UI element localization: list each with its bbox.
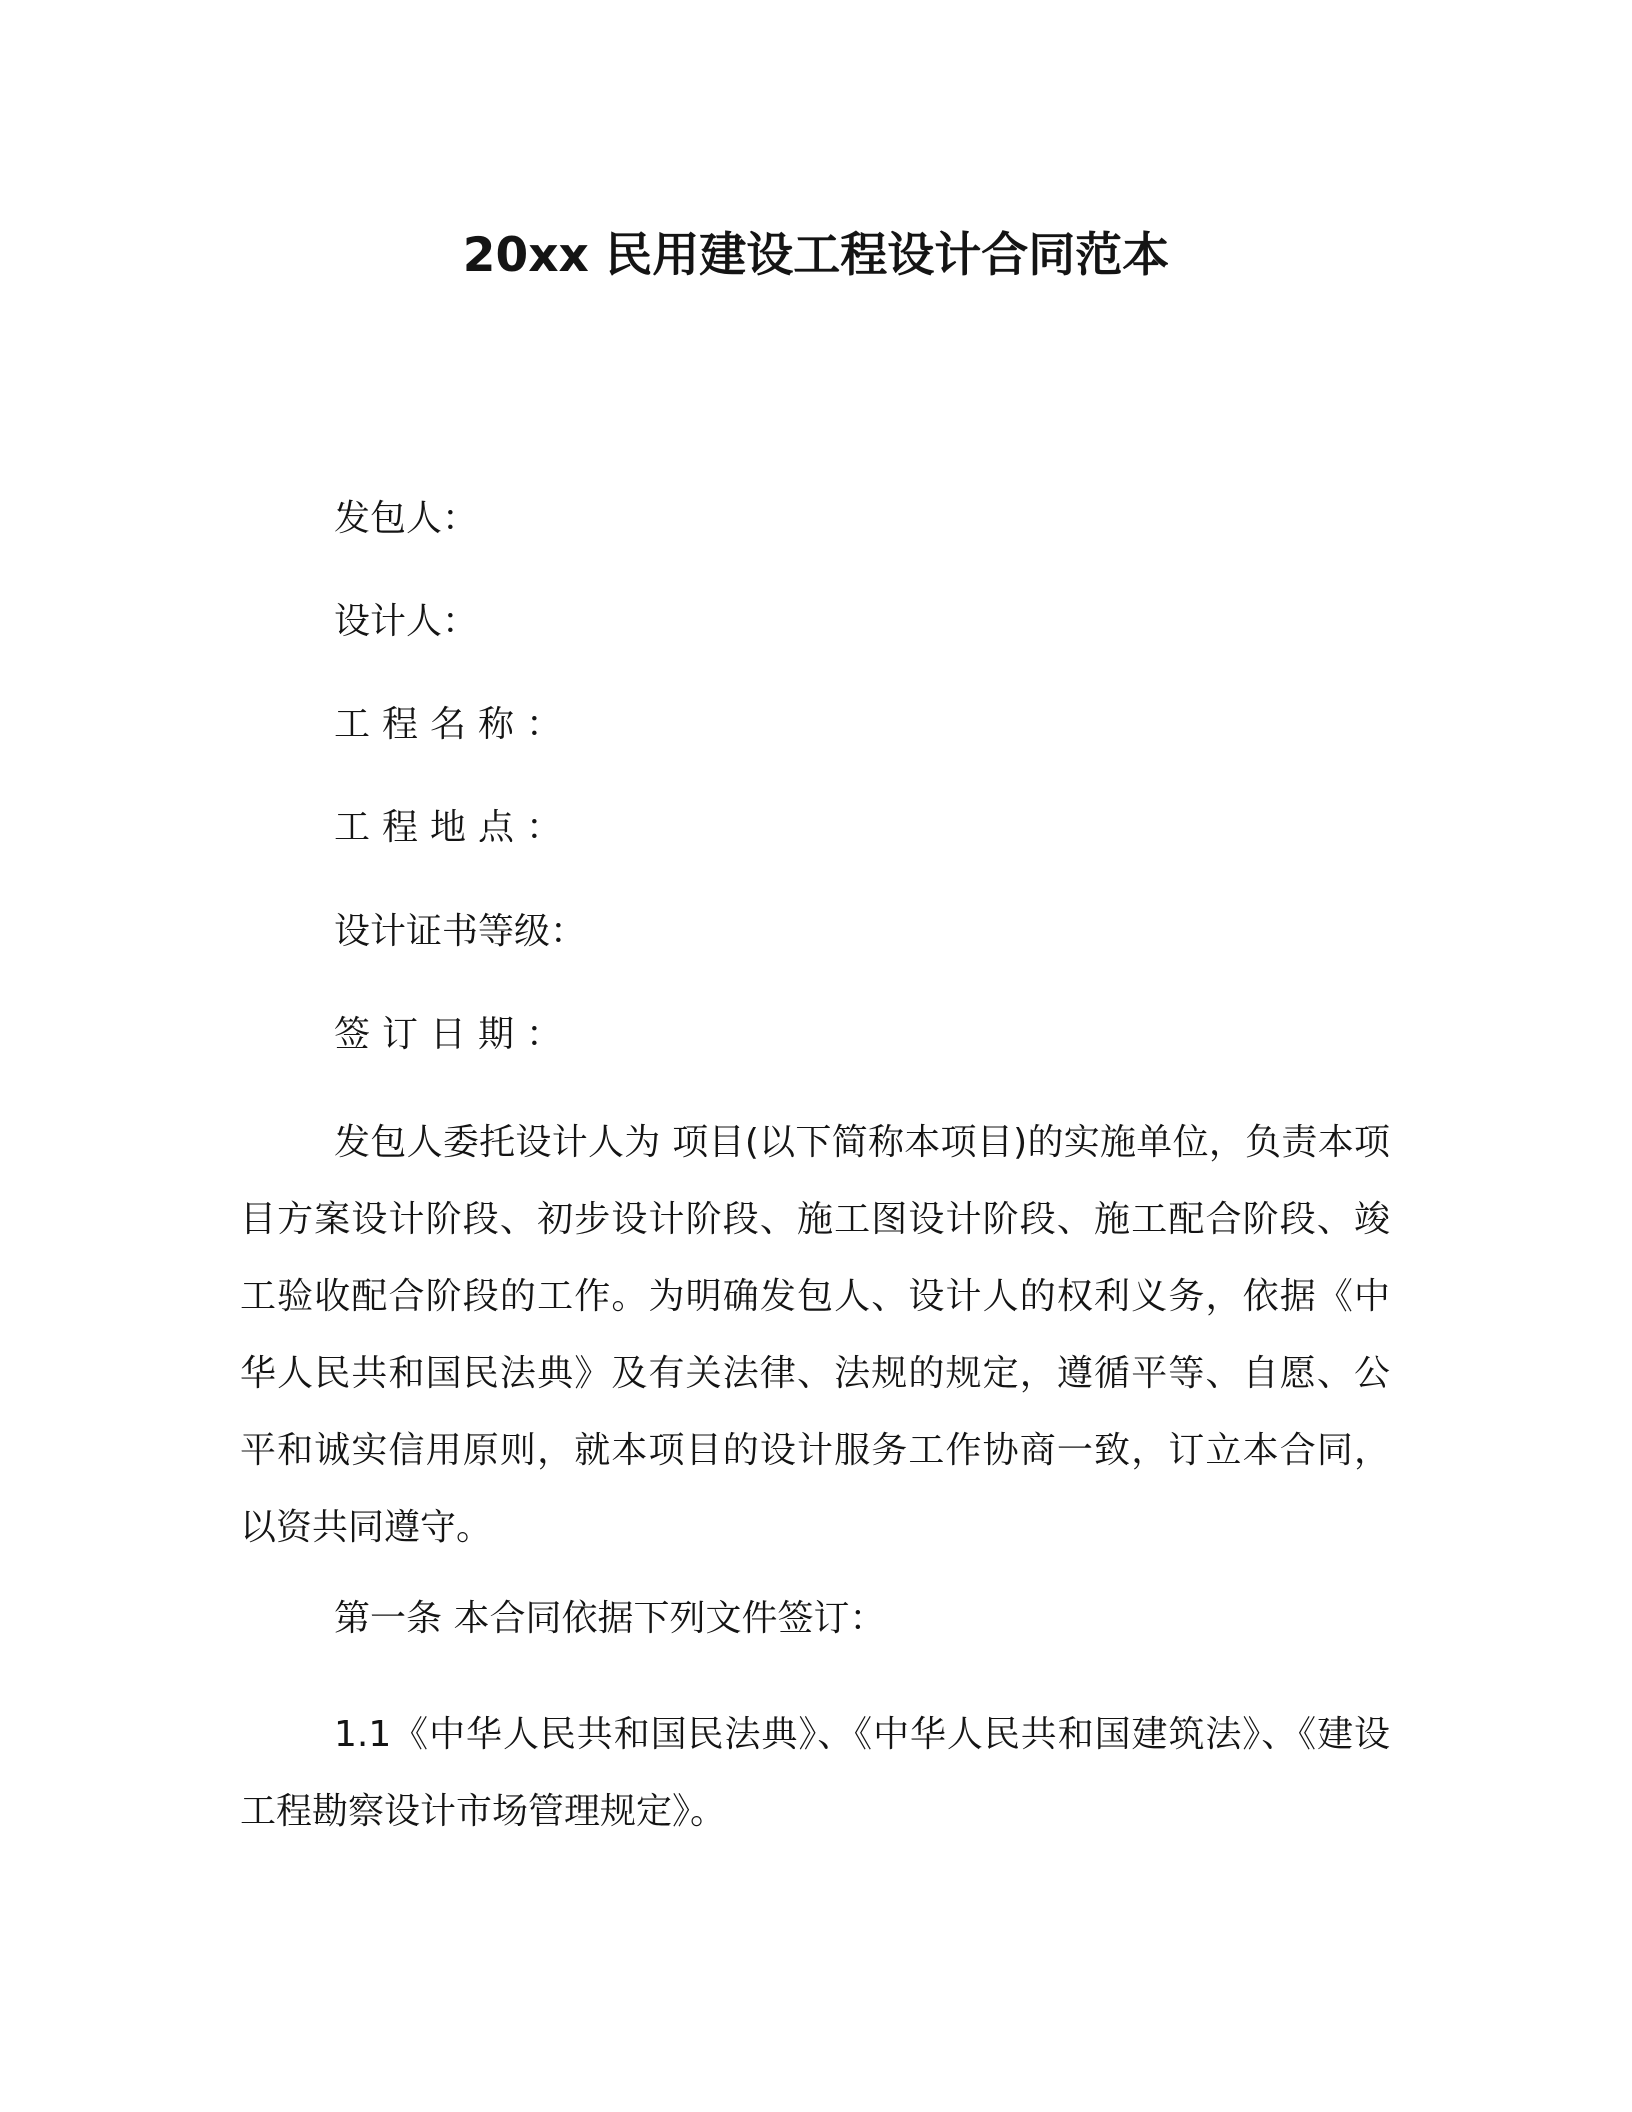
field-project-location: 工程地点： (334, 807, 575, 848)
article-1-item-1-1: 1.1《中华人民共和国民法典》、《中华人民共和国建筑法》、《建设工程勘察设计市场管理规定》。 (240, 1714, 1390, 1832)
field-signing-date: 签订日期： (334, 1014, 575, 1055)
article-1-heading: 第一条 本合同依据下列文件签订： (334, 1598, 886, 1639)
field-designer: 设计人： (334, 601, 479, 642)
intro-paragraph: 发包人委托设计人为 项目(以下简称本项目)的实施单位，负责本项目方案设计阶段、初步设计阶段、施工图设计阶段、施工配合阶段、竣工验收配合阶段的工作。为明确发包人、设计人的权利义务，依据《中华人民共和国民法典》及有关法律、法规的规定，遵循平等、自愿、公平和诚实信用原则，就本项目的设计服务工作协商一致，订立本合同，以资共同遵守。 (240, 1122, 1390, 1548)
field-client: 发包人： (334, 498, 479, 539)
document-title: 20xx 民用建设工程设计合同范本 (462, 228, 1170, 283)
field-certificate-level: 设计证书等级： (334, 911, 587, 952)
field-project-name: 工程名称： (334, 704, 575, 745)
